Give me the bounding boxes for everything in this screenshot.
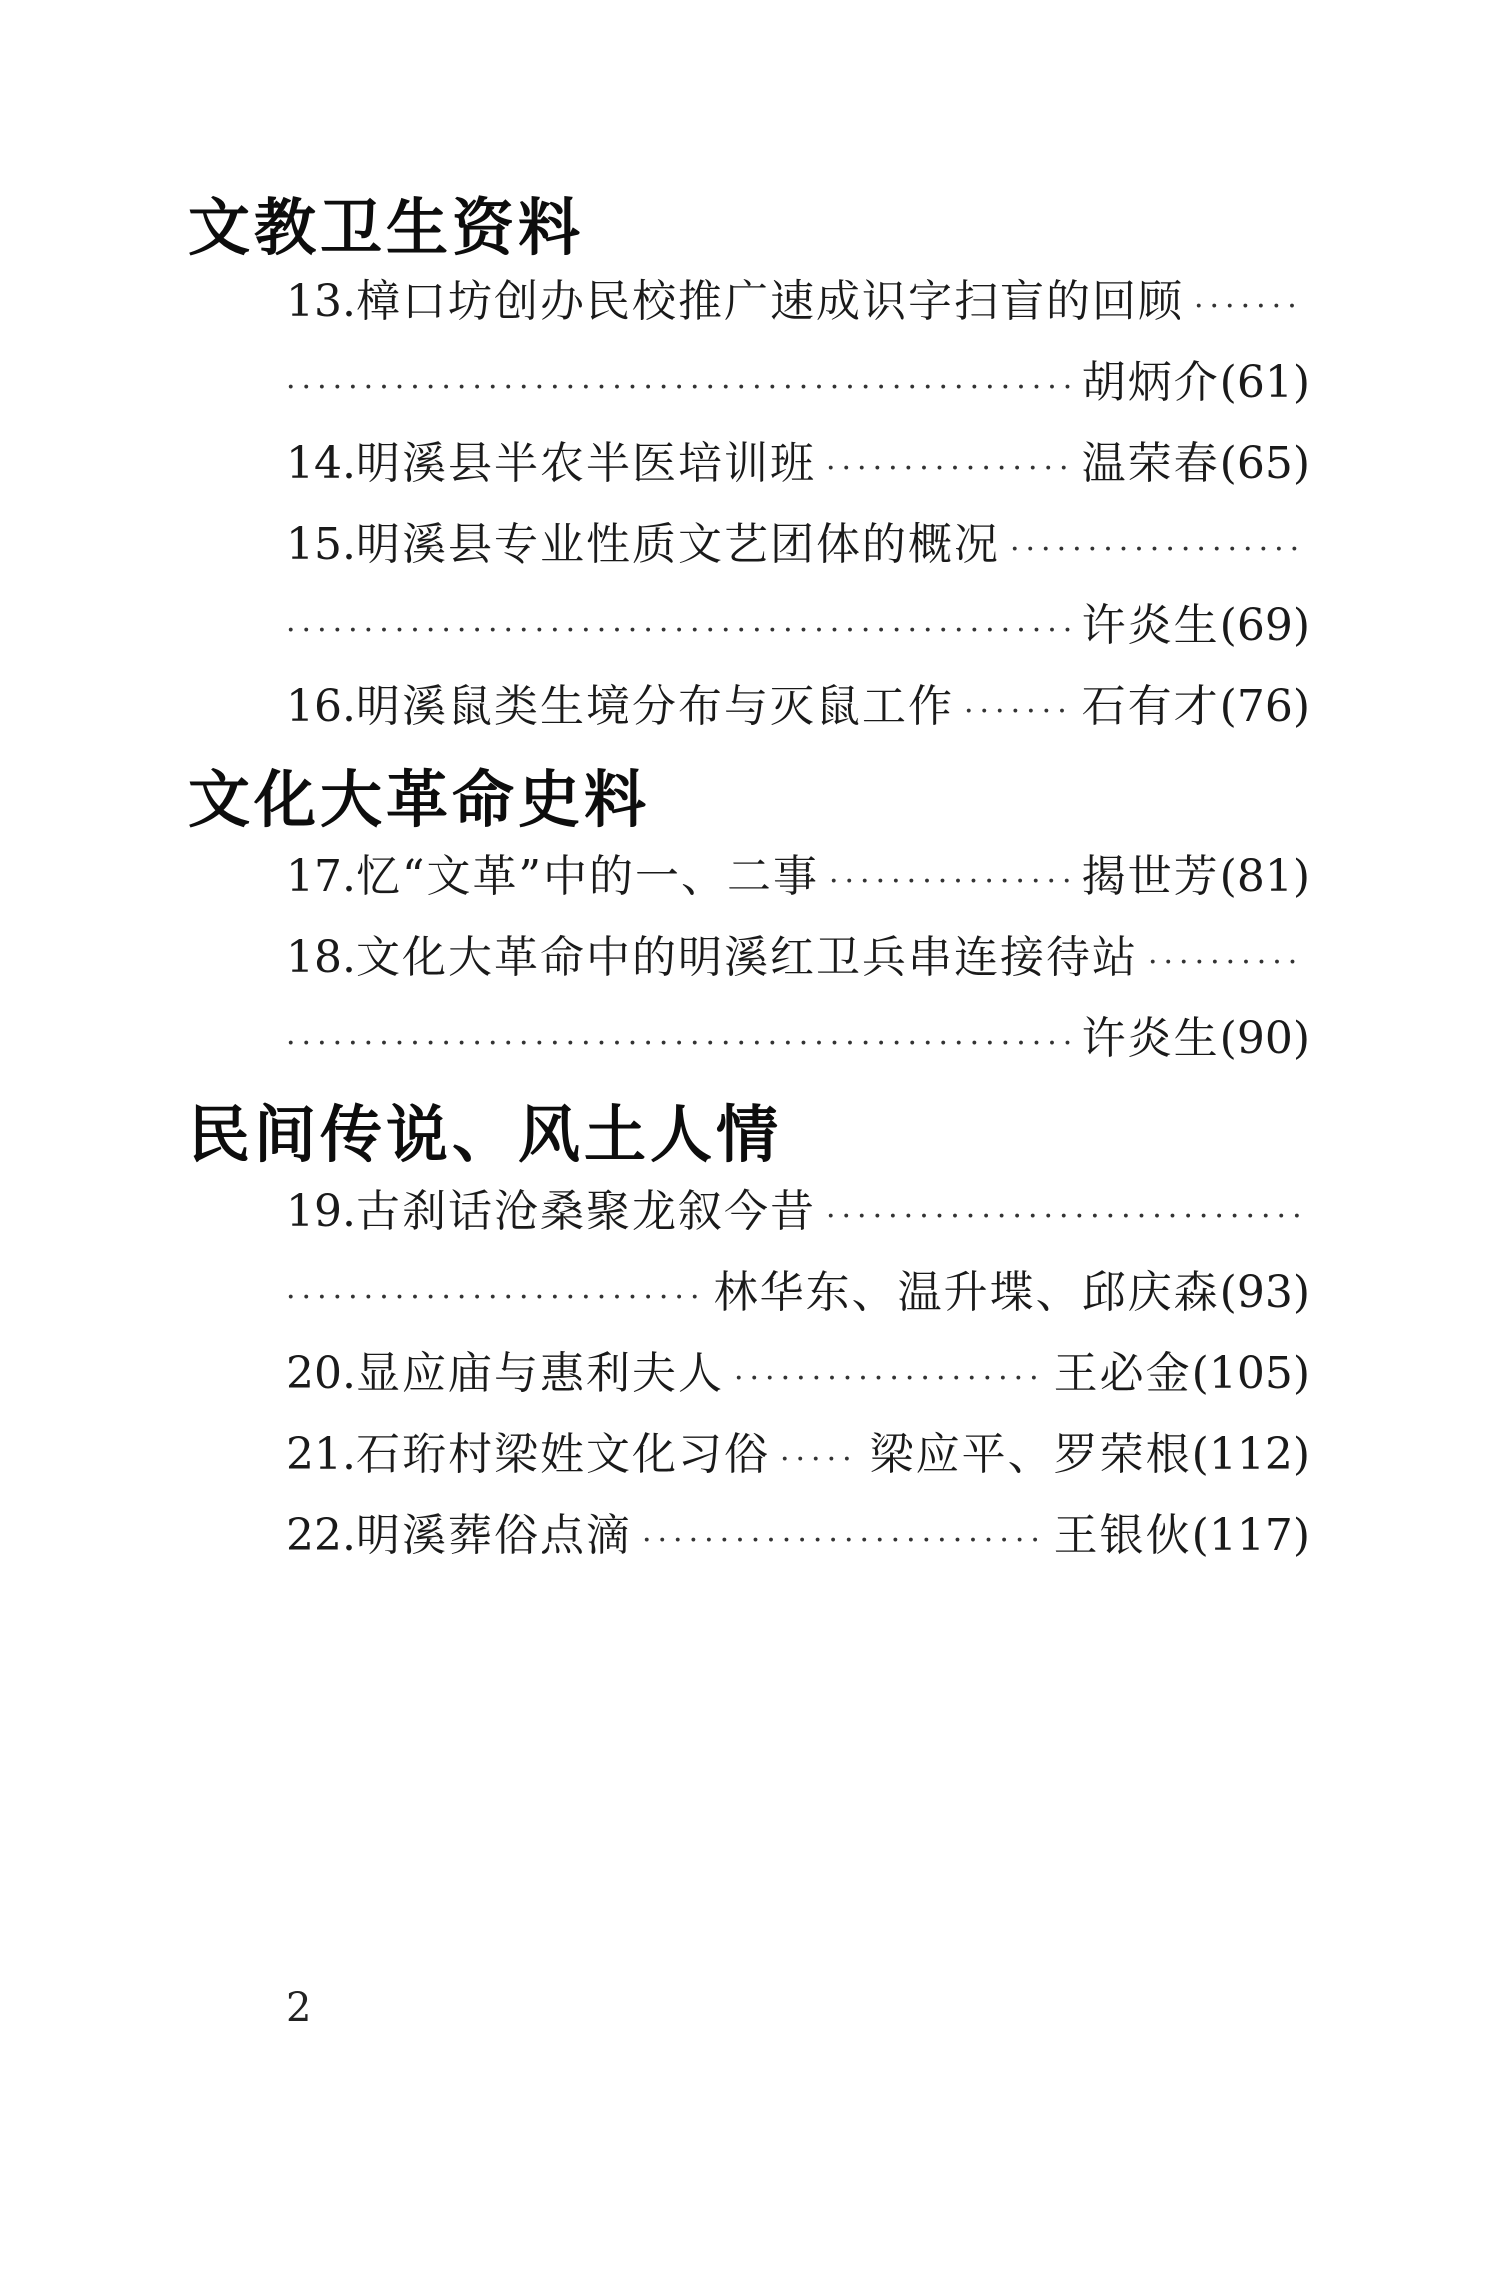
toc-entry-17	[286, 840, 1310, 900]
leader-dots	[829, 864, 1072, 899]
entry-title: 樟口坊创办民校推广速成识字扫盲的回顾	[355, 276, 1184, 327]
section-heading-cultural-revolution: 文化大革命史料	[188, 763, 651, 836]
section-heading-folklore-customs: 民间传说、风土人情	[188, 1098, 783, 1171]
toc-entry-18-line2	[286, 1002, 1310, 1062]
leader-dots	[286, 613, 1072, 648]
entry-number: 22.	[286, 1510, 356, 1561]
entry-title: 忆“文革”中的一、二事	[355, 851, 819, 902]
entry-author: 温荣春(65)	[1081, 438, 1310, 489]
entry-author: 梁应平、罗荣根(112)	[869, 1429, 1310, 1480]
entry-number: 15.	[286, 519, 356, 570]
leader-dots	[826, 451, 1072, 486]
toc-entry-18-line1	[286, 921, 1310, 981]
entry-page: (76)	[1219, 681, 1310, 732]
entry-number: 21.	[286, 1429, 356, 1480]
entry-author: 石有才(76)	[1081, 681, 1310, 732]
leader-dots	[964, 694, 1072, 729]
entry-title: 明溪鼠类生境分布与灭鼠工作	[355, 681, 954, 732]
page-number: 2	[286, 1985, 312, 2031]
leader-dots	[780, 1442, 860, 1477]
entry-author: 揭世芳(81)	[1081, 851, 1310, 902]
leader-dots	[286, 370, 1072, 405]
entry-number: 16.	[286, 681, 356, 732]
leader-dots	[1010, 532, 1300, 567]
entry-page: (117)	[1191, 1510, 1310, 1561]
entry-page: (93)	[1219, 1267, 1310, 1318]
entry-page: (61)	[1219, 357, 1310, 408]
leader-dots	[286, 1026, 1072, 1061]
entry-number: 19.	[286, 1186, 356, 1237]
toc-entry-20	[286, 1337, 1310, 1397]
entry-author: 许炎生(90)	[1081, 1013, 1310, 1064]
entry-author: 王必金(105)	[1053, 1348, 1310, 1399]
entry-title: 显应庙与惠利夫人	[355, 1348, 724, 1399]
toc-entry-15-line1	[286, 508, 1310, 568]
entry-page: (105)	[1191, 1348, 1310, 1399]
toc-entry-14	[286, 427, 1310, 487]
entry-number: 18.	[286, 932, 356, 983]
entry-title: 明溪县半农半医培训班	[355, 438, 816, 489]
entry-title: 明溪县专业性质文艺团体的概况	[355, 519, 1000, 570]
entry-number: 14.	[286, 438, 356, 489]
entry-number: 13.	[286, 276, 356, 327]
entry-page: (112)	[1191, 1429, 1310, 1480]
entry-author: 王银伙(117)	[1053, 1510, 1310, 1561]
toc-entry-13-line2	[286, 346, 1310, 406]
toc-entry-19-line2	[286, 1256, 1310, 1316]
leader-dots	[1148, 945, 1300, 980]
toc-entry-22	[286, 1499, 1310, 1559]
entry-title: 明溪葬俗点滴	[355, 1510, 632, 1561]
entry-title: 文化大革命中的明溪红卫兵串连接待站	[355, 932, 1138, 983]
entry-author: 林华东、温升堞、邱庆森(93)	[713, 1267, 1310, 1318]
leader-dots	[286, 1280, 704, 1315]
entry-page: (69)	[1219, 600, 1310, 651]
entry-title: 石珩村梁姓文化习俗	[355, 1429, 770, 1480]
leader-dots	[734, 1361, 1044, 1396]
entry-number: 20.	[286, 1348, 356, 1399]
entry-author: 许炎生(69)	[1081, 600, 1310, 651]
leader-dots	[826, 1199, 1300, 1234]
leader-dots	[1194, 289, 1300, 324]
toc-entry-21	[286, 1418, 1310, 1478]
entry-page: (65)	[1219, 438, 1310, 489]
entry-number: 17.	[286, 851, 356, 902]
toc-entry-13-line1	[286, 265, 1310, 325]
entry-page: (90)	[1219, 1013, 1310, 1064]
entry-title: 古刹话沧桑聚龙叙今昔	[355, 1186, 816, 1237]
toc-entry-15-line2	[286, 589, 1310, 649]
toc-entry-19-line1	[286, 1175, 1310, 1235]
section-heading-culture-education-health: 文教卫生资料	[188, 191, 585, 264]
leader-dots	[642, 1523, 1044, 1558]
toc-entry-16	[286, 670, 1310, 730]
entry-page: (81)	[1219, 851, 1310, 902]
entry-author: 胡炳介(61)	[1081, 357, 1310, 408]
